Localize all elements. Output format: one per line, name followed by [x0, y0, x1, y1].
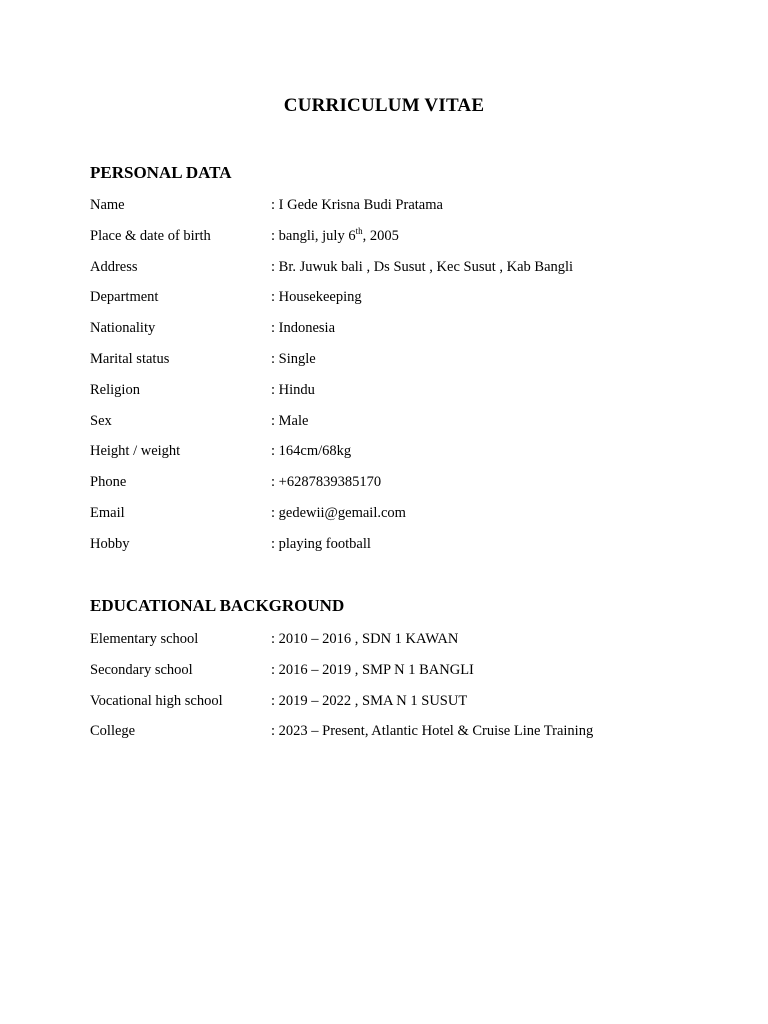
birth-value-suffix: , 2005: [362, 227, 399, 244]
vocational-high-school-label: Vocational high school: [90, 692, 223, 709]
hobby-value: : playing football: [271, 535, 371, 552]
college-value: : 2023 – Present, Atlantic Hotel & Cruise Line Training: [271, 723, 594, 740]
marital-status-label: Marital status: [90, 350, 170, 367]
religion-label: Religion: [90, 381, 140, 398]
phone-value: : +6287839385170: [271, 474, 382, 491]
marital-status-value: : Single: [271, 350, 316, 367]
birth-label: Place & date of birth: [90, 227, 211, 244]
sex-label: Sex: [90, 412, 112, 429]
height-weight-value: : 164cm/68kg: [271, 443, 352, 460]
elementary-school-row: [90, 630, 710, 661]
phone-label: Phone: [90, 474, 127, 491]
hobby-row: [90, 535, 710, 566]
name-value: : I Gede Krisna Budi Pratama: [271, 197, 443, 213]
elementary-school-value: : 2010 – 2016 , SDN 1 KAWAN: [271, 631, 459, 647]
birth-row: [90, 227, 710, 258]
email-label: Email: [90, 504, 125, 521]
name-label: Name: [90, 197, 125, 213]
nationality-value: : Indonesia: [271, 320, 336, 337]
educational-background-heading: EDUCATIONAL BACKGROUND: [90, 596, 345, 615]
phone-row: [90, 473, 710, 504]
name-row: [90, 196, 710, 227]
vocational-high-school-value: : 2019 – 2022 , SMA N 1 SUSUT: [271, 692, 468, 709]
email-value: : gedewii@gemail.com: [271, 504, 406, 521]
department-value: : Housekeeping: [271, 289, 362, 306]
height-weight-row: [90, 442, 710, 473]
personal-data-list: [90, 196, 710, 566]
marital-status-row: [90, 350, 710, 381]
secondary-school-label: Secondary school: [90, 661, 193, 678]
college-row: [90, 722, 710, 753]
department-label: Department: [90, 289, 159, 306]
email-row: [90, 504, 710, 535]
department-row: [90, 288, 710, 319]
birth-value: [271, 227, 399, 245]
nationality-label: Nationality: [90, 320, 156, 337]
sex-row: [90, 412, 710, 443]
religion-value: : Hindu: [271, 381, 315, 398]
secondary-school-value: : 2016 – 2019 , SMP N 1 BANGLI: [271, 661, 474, 678]
nationality-row: [90, 319, 710, 350]
address-row: [90, 258, 710, 289]
education-list: [90, 630, 710, 753]
address-label: Address: [90, 258, 138, 275]
birth-value-ordinal: th: [355, 225, 363, 236]
personal-data-heading: PERSONAL DATA: [90, 163, 232, 182]
height-weight-label: Height / weight: [90, 443, 181, 460]
secondary-school-row: [90, 661, 710, 692]
document-title: CURRICULUM VITAE: [283, 95, 485, 116]
elementary-school-label: Elementary school: [90, 631, 199, 647]
birth-value-prefix: : bangli, july 6: [271, 227, 356, 244]
college-label: College: [90, 723, 136, 740]
address-value: : Br. Juwuk bali , Ds Susut , Kec Susut , Kab Bangli: [271, 258, 574, 275]
hobby-label: Hobby: [90, 535, 130, 552]
sex-value: : Male: [271, 412, 309, 429]
vocational-high-school-row: [90, 692, 710, 723]
religion-row: [90, 381, 710, 412]
